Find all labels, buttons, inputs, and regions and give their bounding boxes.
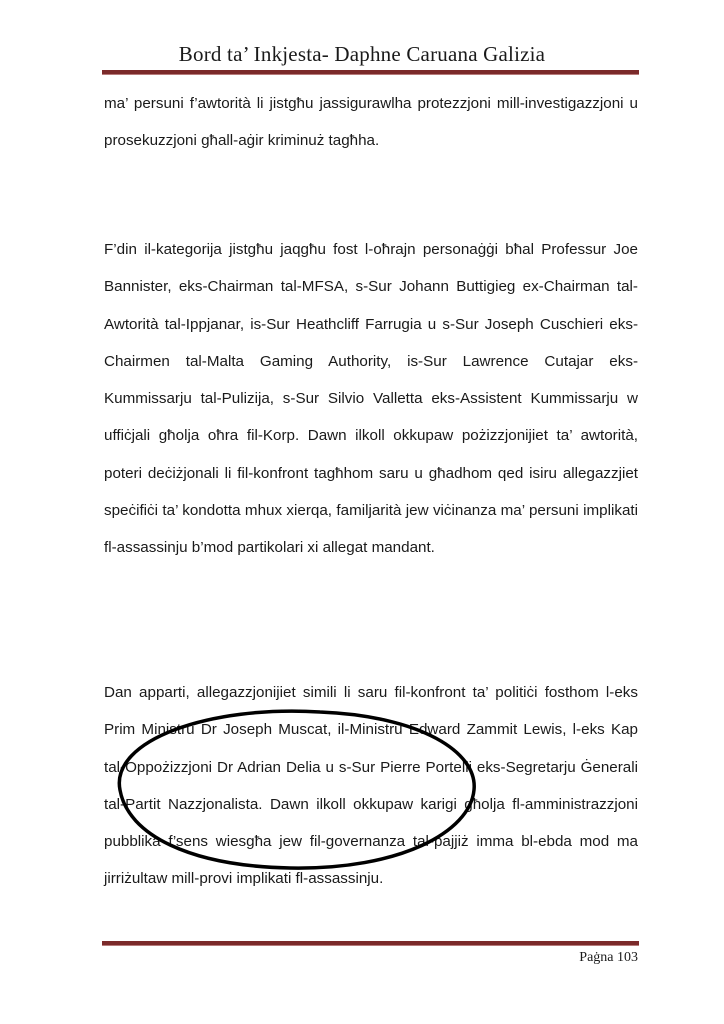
paragraph-2: F’din il-kategorija jistgħu jaqgħu fost l-oħrajn personaġġi bħal Professur Joe Bannister, eks-Chairman tal-MFSA, s-Sur Johann Buttigieg ex-Chairman tal-Awtorità tal-Ippjanar, is-Sur Heathcliff Farrugia u s-Sur Joseph Cuschieri eks-Chairmen tal-Malta Gaming Authority, is-Sur Lawrence Cutajar eks-Kummissarju tal-Pulizija, s-Sur Silvio Valletta eks-Assistent Kummissarju w uffiċjali għolja oħra fil-Korp. Dawn ilkoll okkupaw pożizzjonijiet ta’ awtorità, poteri deċiżjonali li fil-konfront tagħhom saru u għadhom qed isiru allegazzjiet speċifiċi ta’ kondotta mhux xierqa, familjarità jew viċinanza ma’ persuni implikati fl-assassinju b’mod partikolari xi allegat mandant. [104,241,638,557]
page-header-title: Bord ta’ Inkjesta- Daphne Caruana Galizia [178,42,546,66]
paragraph-1: ma’ persuni f’awtorità li jistgħu jassigurawlha protezzjoni mill-investigazzjoni u prosekuzzjoni għall-aġir kriminuż tagħha. [104,95,638,150]
paragraph-3: Dan apparti, allegazzjonijiet simili li saru fil-konfront ta’ politiċi fosthom l-eks Prim Ministru Dr Joseph Muscat, il-Ministru Edward Zammit Lewis, l-eks Kap tal-Oppożizzjoni Dr Adrian Delia u s-Sur Pierre Portelli eks-Segretarju Ġenerali tal-Partit Nazzjonalista. Dawn ilkoll okkupaw karigi għolja fl-amministrazzjoni pubblika f’sens wiesgħa jew fil-governanza tal-pajjiż imma bl-ebda mod ma jirriżultaw mill-provi implikati fl-assassinju. [104,684,638,888]
page-number: Paġna 103 [579,950,638,965]
footer-rule [102,941,639,946]
header-rule [102,70,639,75]
